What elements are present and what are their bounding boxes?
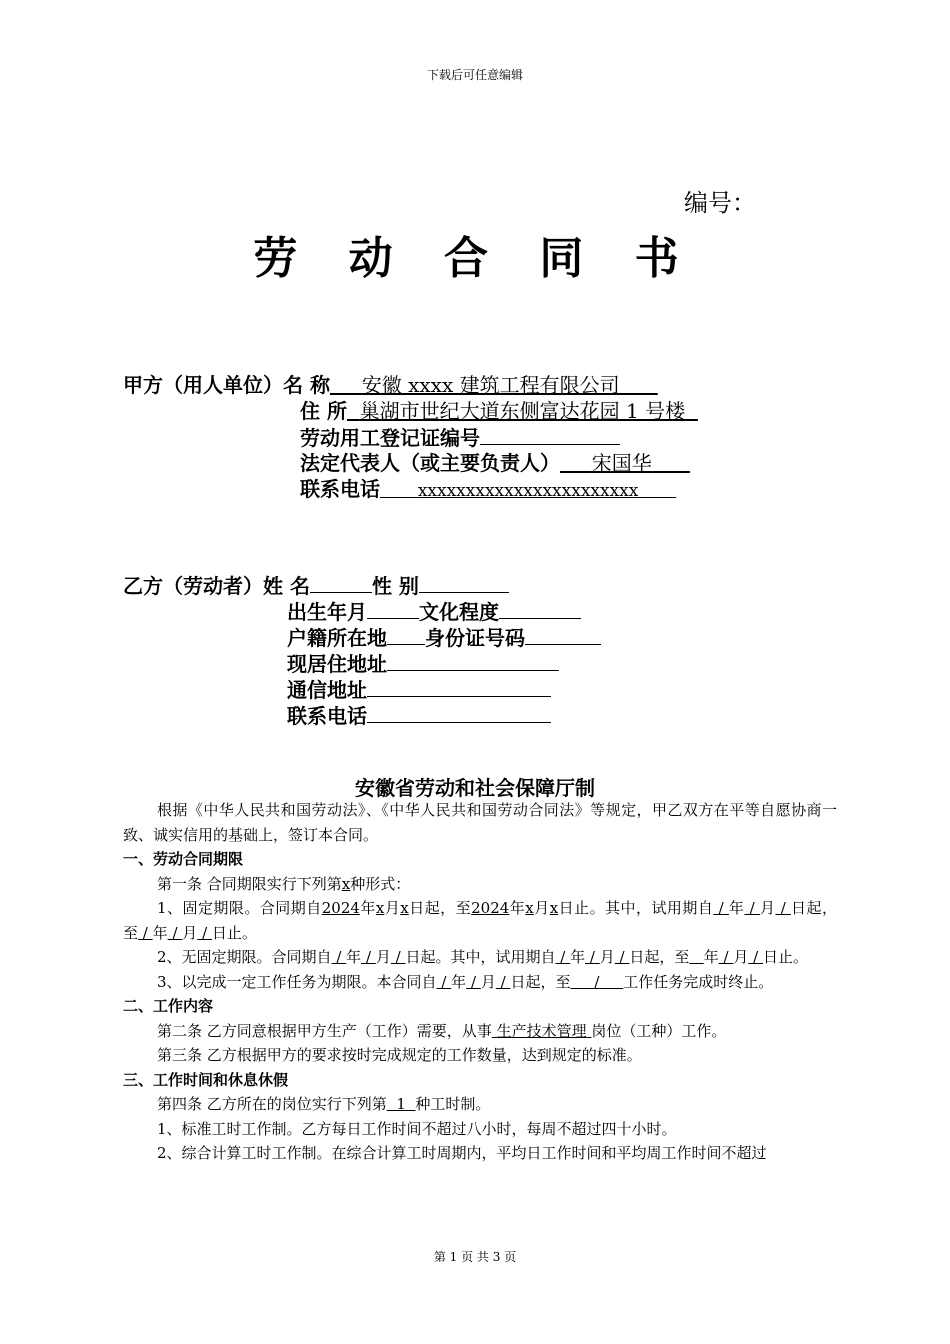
contract-number-label: 编号： [684,189,756,217]
page-header: 下载后可任意编辑 [426,68,523,82]
party-b-name-blank [310,572,372,593]
page-footer: 第 1 页 共 3 页 [433,1250,517,1264]
party-b-id-label: 身份证号码 [425,626,525,650]
party-b-name-line [123,572,509,599]
section-heading-hours: 三、工作时间和休息休假 [123,1070,289,1089]
party-a-phone: xxxxxxxxxxxxxxxxxxxxxxx [417,481,639,501]
article-2: 第二条 乙方同意根据甲方生产（工作）需要，从事 生产技术管理 岗位（工种）工作。 [157,1021,727,1040]
party-b-gender-label: 性 别 [371,574,419,598]
party-b-id-blank [525,624,601,645]
section-heading-term: 一、劳动合同期限 [123,850,244,868]
party-a-phone-label: 联系电话 [300,477,380,501]
party-b-hukou-label: 户籍所在地 [287,626,387,650]
document-title: 劳 动 合 同 书 [253,233,697,284]
party-a-reg-blank [480,424,620,445]
party-a-reg-line [300,424,620,451]
party-b-edu-blank [499,598,581,619]
intro-paragraph: 根据《中华人民共和国劳动法》、《中华人民共和国劳动合同法》等规定，甲乙双方在平等自愿协商一致、诚实信用的基础上，签订本合同。 [123,801,837,844]
party-b-birth-line [287,598,581,625]
hours-standard: 1、标准工时工作制。乙方每日工作时间不超过八小时，每周不超过四十小时。 [157,1119,677,1138]
term-task: 3、以完成一定工作任务为期限。本合同自 / 年 / 月 / 日起，至 / 工作任务完成时终止。 [157,972,774,991]
party-a-address: 巢湖市世纪大道东侧富达花园 1 号楼 [359,399,686,423]
party-b-addr-line [287,650,559,677]
party-a-label: 甲方（用人单位）名 称 [123,373,330,397]
party-b-label: 乙方（劳动者）姓 名 [123,574,310,598]
party-b-hukou-line [287,624,601,651]
party-a-rep-line [300,450,690,476]
party-a-rep: 宋国华 [591,451,652,475]
party-a-reg-label: 劳动用工登记证编号 [300,426,480,450]
party-b-mail-label: 通信地址 [287,678,367,702]
party-b-addr-label: 现居住地址 [287,652,387,676]
term-open: 2、无固定期限。合同期自 / 年 / 月 / 日起。其中，试用期自 / 年 / 月 / 日起，至 年 / 月 / 日止。 [157,948,808,966]
contract-body [123,798,837,1166]
hours-combined: 2、综合计算工时工作制。在综合计算工时周期内，平均日工作时间和平均周工作时间不超过 [157,1144,767,1162]
party-b-addr-blank [387,650,559,671]
party-b-phone-blank [367,702,551,723]
party-a-address-label: 住 所 [300,399,347,423]
party-b-phone-label: 联系电话 [287,704,367,728]
party-a-address-line [300,398,698,424]
party-b-gender-blank [419,572,509,593]
party-b-mail-line [287,676,551,703]
party-a-name-line [123,372,658,398]
article-3: 第三条 乙方根据甲方的要求按时完成规定的工作数量，达到规定的标准。 [157,1046,642,1064]
party-a-rep-label: 法定代表人（或主要负责人） [300,451,560,475]
section-heading-work: 二、工作内容 [123,997,214,1015]
party-b-birth-label: 出生年月 [287,600,367,624]
article-4: 第四条 乙方所在的岗位实行下列第 1 种工时制。 [157,1095,491,1113]
party-b-birth-blank [367,598,419,619]
term-fixed: 1、固定期限。合同期自2024年x月x日起，至2024年x月x日止。其中，试用期自 / 年 / 月 / 日起，至 / 年 / 月 / 日止。 [123,899,837,942]
party-a-phone-line [300,476,676,504]
issuing-authority: 安徽省劳动和社会保障厅制 [355,776,595,800]
party-a-name: 安徽 xxxx 建筑工程有限公司 [361,373,620,397]
party-b-hukou-blank [387,624,425,645]
party-b-phone-line [287,702,551,729]
party-b-edu-label: 文化程度 [419,600,499,624]
article-1: 第一条 合同期限实行下列第x种形式： [157,874,411,893]
party-b-mail-blank [367,676,551,697]
